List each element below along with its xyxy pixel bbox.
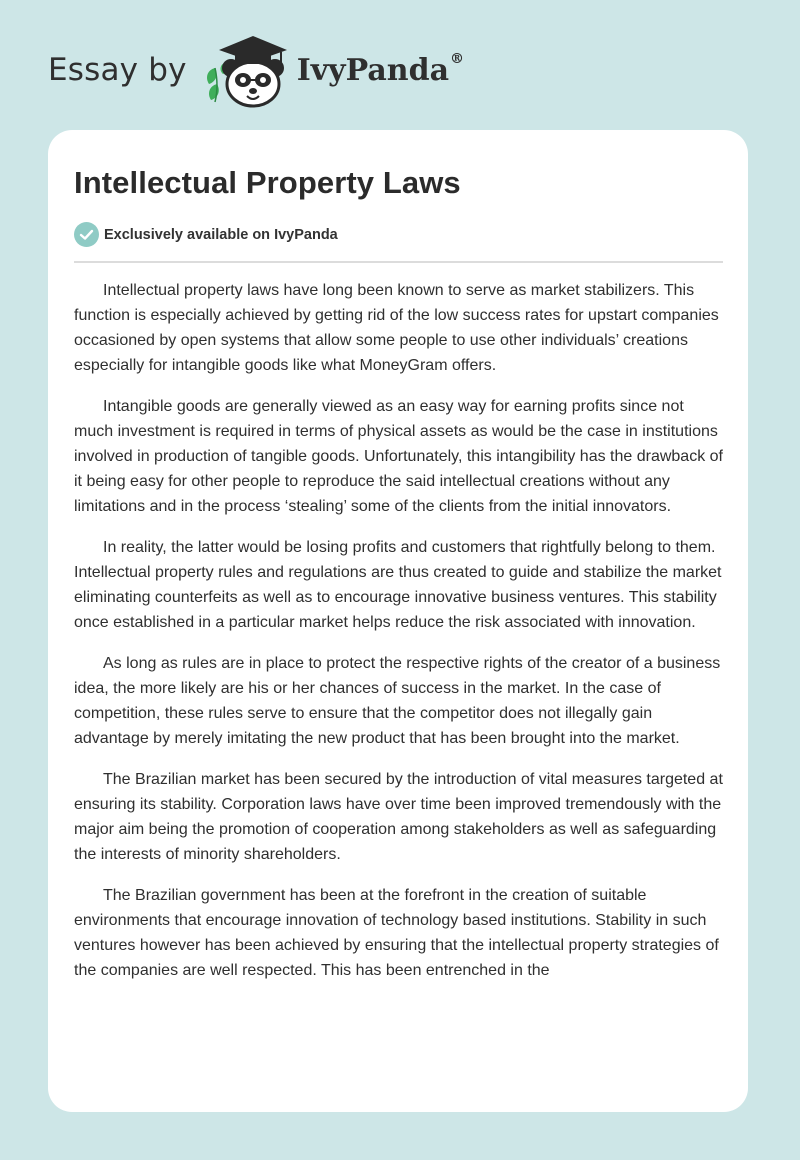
exclusive-badge (74, 222, 338, 247)
essay-paragraph: Intellectual property laws have long been known to serve as market stabilizers. This function is especially achieved by getting rid of the low success rates for upstart companies occasioned by open systems that allow some people to use other individuals’ creations especially for intangible goods like what MoneyGram offers. (74, 282, 719, 374)
divider (74, 261, 723, 263)
essay-paragraph: The Brazilian market has been secured by the introduction of vital measures targeted at ensuring its stability. Corporation laws have over time been improved tremendously with the major aim being the promotion of cooperation among stakeholders as well as safeguarding the interests of minority shareholders. (74, 771, 723, 863)
essay-paragraph: As long as rules are in place to protect the respective rights of the creator of a business idea, the more likely are his or her chances of success in the market. In the case of competition, these rules serve to ensure that the competitor does not illegally gain advantage by merely imitating the new product that has been brought into the market. (74, 655, 721, 747)
essay-card (48, 130, 748, 1112)
brand-name-text: IvyPanda (296, 52, 450, 88)
site-header (48, 30, 464, 110)
brand-name[interactable] (296, 50, 465, 88)
page-title: Intellectual Property Laws (74, 165, 461, 200)
panda-logo-icon[interactable] (201, 30, 293, 110)
trademark-symbol: ® (450, 50, 465, 67)
essay-paragraph: The Brazilian government has been at the forefront in the creation of suitable environments that encourage innovation of technology based institutions. Stability in such ventures however has been achieved by ensuring that the intellectual property strategies of the companies are well respected. This has been entrenched in the (74, 887, 719, 979)
essay-body (74, 278, 726, 999)
exclusive-badge-label: Exclusively available on IvyPanda (104, 226, 338, 243)
brand-prefix: Essay by (48, 52, 187, 88)
check-circle-icon (74, 222, 99, 247)
essay-paragraph: In reality, the latter would be losing profits and customers that rightfully belong to them. Intellectual property rules and regulations are thus created to guide and stabilize the market eliminating counterfeits as well as to encourage innovative business ventures. This stability once established in a particular market helps reduce the risk associated with innovation. (74, 539, 722, 631)
essay-paragraph: Intangible goods are generally viewed as an easy way for earning profits since not much investment is required in terms of physical assets as would be the case in institutions involved in production of tangible goods. Unfortunately, this intangibility has the drawback of it being easy for other people to reproduce the said intellectual creations without any limitations and in the process ‘stealing’ some of the clients from the initial innovators. (74, 398, 723, 515)
